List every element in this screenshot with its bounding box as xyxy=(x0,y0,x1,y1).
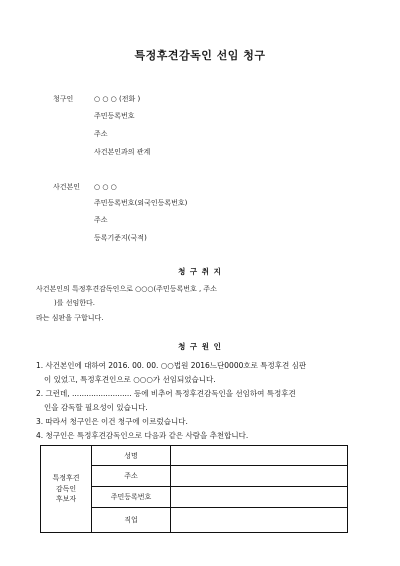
principal-address: 주소 xyxy=(94,216,108,224)
candidate-field-name: 성명 xyxy=(92,446,171,466)
candidate-value-name[interactable] xyxy=(171,446,348,466)
claimant-relation: 사건본인과의 관계 xyxy=(94,148,151,156)
principal-label: 사건본인 xyxy=(53,183,81,191)
candidate-row-label xyxy=(41,446,92,533)
principal-resident-number: 주민등록번호(외국인등록번호) xyxy=(94,199,188,207)
claimant-resident-number: 주민등록번호 xyxy=(94,112,135,120)
candidate-table xyxy=(40,445,348,533)
cause-item-1-line-1: 1. 사건본인에 대하여 2016. 00. 00. ○○법원 2016느단0000호로 특정후견 심판 xyxy=(36,361,307,370)
cause-item-3: 3. 따라서 청구인은 이건 청구에 이르렀습니다. xyxy=(36,417,188,426)
purpose-line-1: 사건본인의 특정후견감독인으로 ○○○(주민등록번호 , 주소 xyxy=(36,285,217,293)
principal-registration-base: 등록기준지(국적) xyxy=(94,234,147,242)
candidate-value-address[interactable] xyxy=(171,466,348,487)
candidate-field-occupation: 직업 xyxy=(92,508,171,533)
purpose-heading: 청 구 취 지 xyxy=(178,267,222,276)
purpose-line-2: )를 선임한다. xyxy=(54,299,95,307)
candidate-label-line-2: 감독인 xyxy=(55,484,77,493)
cause-item-1-line-2: 이 있었고, 특정후견인으로 ○○○가 선임되었습니다. xyxy=(44,375,216,384)
candidate-field-address: 주소 xyxy=(92,466,171,487)
principal-name: ○ ○ ○ xyxy=(94,183,117,191)
candidate-label-line-1: 특정후견 xyxy=(52,474,80,483)
candidate-value-occupation[interactable] xyxy=(171,508,348,533)
candidate-label-line-3: 후보자 xyxy=(55,495,77,504)
candidate-field-resident-number: 주민등록번호 xyxy=(92,487,171,508)
cause-item-4: 4. 청구인은 특정후견감독인으로 다음과 같은 사람을 추천합니다. xyxy=(36,431,249,440)
claimant-name-phone: ○ ○ ○ (전화 ) xyxy=(94,95,141,103)
cause-item-2-line-2: 인을 감독할 필요성이 있습니다. xyxy=(44,403,148,412)
cause-heading: 청 구 원 인 xyxy=(178,342,222,351)
purpose-line-3: 라는 심판을 구합니다. xyxy=(36,314,104,322)
candidate-value-resident-number[interactable] xyxy=(171,487,348,508)
claimant-address: 주소 xyxy=(94,130,108,138)
cause-item-2-line-1: 2. 그런데, ......................... 등에 비추어 특정후견감독인을 선임하여 특정후견 xyxy=(36,389,296,398)
claimant-label: 청구인 xyxy=(53,95,74,103)
document-title: 특정후견감독인 선임 청구 xyxy=(134,49,266,62)
